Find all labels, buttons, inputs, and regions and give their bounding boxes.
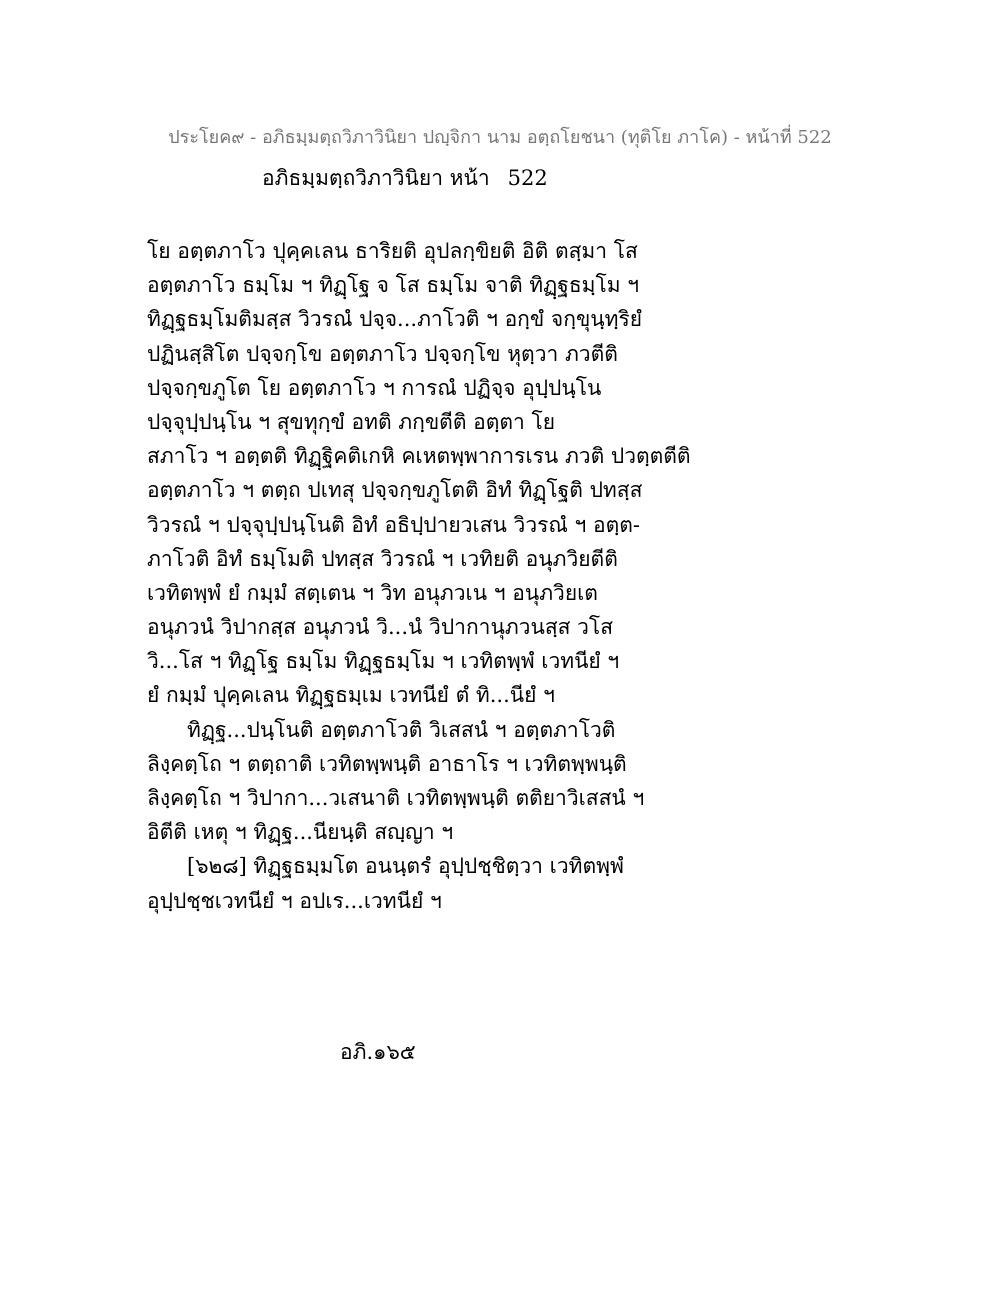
text-line: ลิงฺคตฺโถ ฯ วิปากา...วเสนาติ เวทิตพฺพนฺติ ตติยาวิเสสนํ ฯ: [147, 786, 645, 810]
text-line: อุปฺปชฺชเวทนียํ ฯ อปเร...เวทนียํ ฯ: [147, 888, 442, 913]
text-line: โย อตฺตภาโว ปุคฺคเลน ธาริยติ อุปลกฺขิยติ อิติ ตสฺมา โส: [147, 239, 638, 263]
text-line: ยํ กมฺมํ ปุคฺคเลน ทิฏฺฐธมฺเม เวทนียํ ตํ ทิ...นียํ ฯ: [147, 683, 555, 708]
text-line: [๖๒๘] ทิฏฺฐธมฺมโต อนนฺตรํ อุปฺปชฺชิตฺวา เวทิตพฺพํ: [187, 854, 624, 879]
text-line: เวทิตพฺพํ ยํ กมฺมํ สตฺเตน ฯ วิท อนุภวเน ฯ อนุภวิยเต: [147, 580, 598, 605]
text-line: ปฏินสฺสิโต ปจฺจกฺโข อตฺตภาโว ปจฺจกฺโข หุตฺวา ภวตีติ: [147, 341, 618, 366]
text-line: วิ...โส ฯ ทิฏฺโฐ ธมฺโม ทิฏฺฐธมฺโม ฯ เวทิตพฺพํ เวทนียํ ฯ: [147, 649, 620, 674]
body-text: [147, 234, 867, 918]
text-line: อตฺตภาโว ธมฺโม ฯ ทิฏฺโฐ จ โส ธมฺโม จาติ ทิฏฺฐธมฺโม ฯ: [147, 273, 640, 298]
text-line: อิตีติ เหตุ ฯ ทิฏฺฐ...นียนฺติ สญฺญา ฯ: [147, 820, 454, 845]
text-line: สภาโว ฯ อตฺตติ ทิฏฺฐิคติเกหิ คเหตพฺพาการเรน ภวติ ปวตฺตตีติ: [147, 444, 691, 469]
footer-mark: อภิ.๑๖๕: [340, 1040, 416, 1064]
text-line: ทิฏฺฐ...ปนฺโนติ อตฺตภาโวติ วิเสสนํ ฯ อตฺตภาโวติ: [187, 717, 616, 742]
book-title: อภิธมฺมตฺถวิภาวินิยา หน้า: [262, 166, 490, 190]
text-line: ภาโวติ อิทํ ธมฺโมติ ปทสฺส วิวรณํ ฯ เวทิยติ อนุภวิยตีติ: [147, 546, 618, 571]
page-number: 522: [507, 166, 548, 190]
running-header: ประโยค๙ - อภิธมฺมตฺถวิภาวินิยา ปญฺจิกา นาม อตฺถโยชนา (ทุติโย ภาโค) - หน้าที่ 522: [168, 127, 832, 148]
text-line: อนุภวนํ วิปากสฺส อนุภวนํ วิ...นํ วิปากานุภวนสฺส วโส: [147, 615, 614, 640]
text-line: ปจฺจุปฺปนฺโน ฯ สุขทุกฺขํ อทติ ภกฺขตีติ อตฺตา โย: [147, 409, 556, 434]
text-line: ปจฺจกฺขภูโต โย อตฺตภาโว ฯ การณํ ปฏิจฺจ อุปฺปนฺโน: [147, 375, 602, 400]
text-line: อตฺตภาโว ฯ ตตฺถ ปเทสุ ปจฺจกฺขภูโตติ อิทํ ทิฏฺโฐติ ปทสฺส: [147, 478, 643, 503]
page-title: [262, 162, 548, 195]
text-line: ทิฏฺฐธมฺโมติมสฺส วิวรณํ ปจฺจ...ภาโวติ ฯ อกฺขํ จกฺขุนฺทฺริยํ: [147, 307, 643, 332]
text-line: ลิงฺคตฺโถ ฯ ตตฺถาติ เวทิตพฺพนฺติ อาธาโร ฯ เวทิตพฺพนฺติ: [147, 751, 627, 776]
text-line: วิวรณํ ฯ ปจฺจุปฺปนฺโนติ อิทํ อธิปฺปายวเสน วิวรณํ ฯ อตฺต-: [147, 512, 640, 537]
